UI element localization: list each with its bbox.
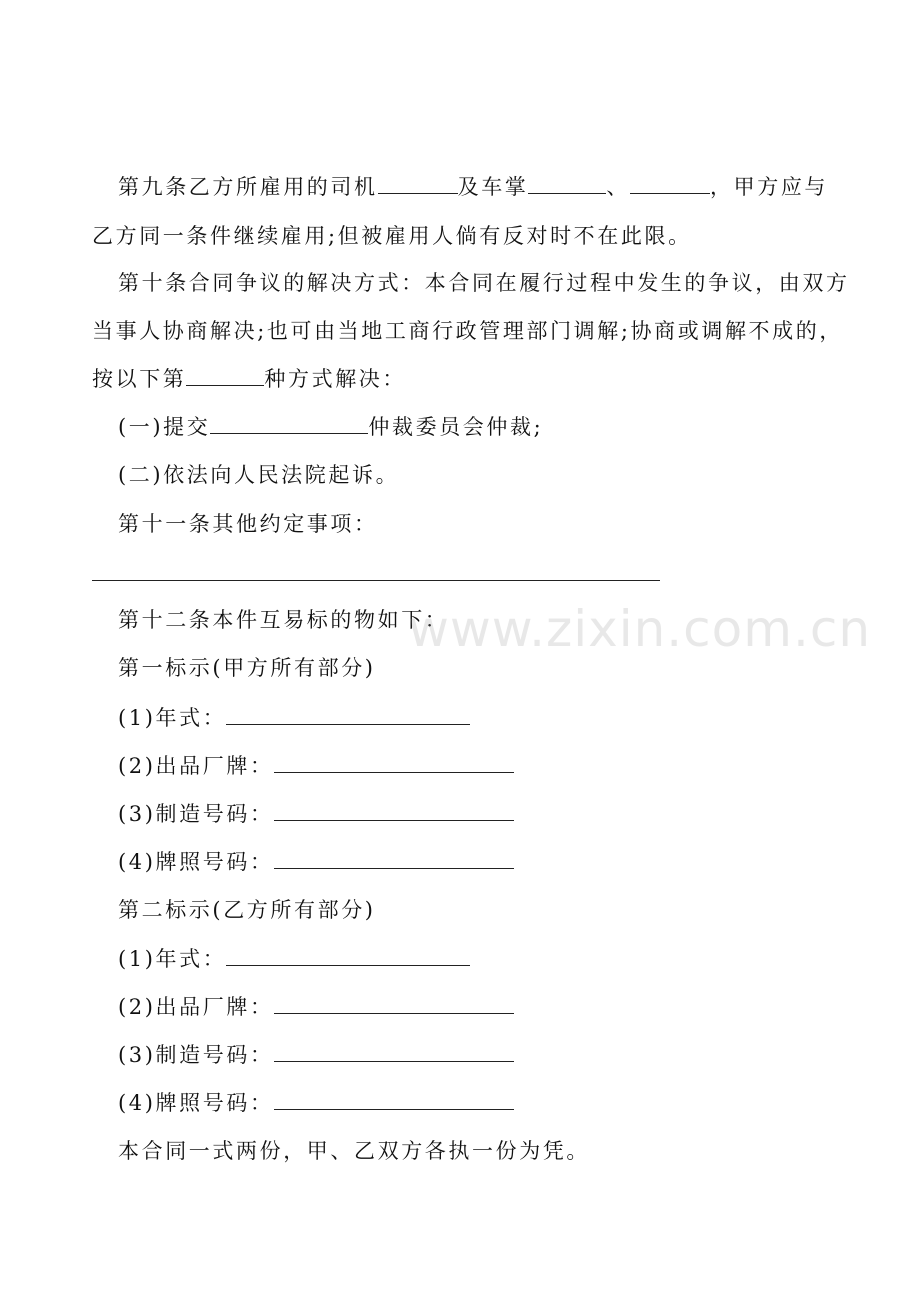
clause9-line2: 乙方同一条件继续雇用;但被雇用人倘有反对时不在此限。 xyxy=(92,224,692,248)
part-b-serial-blank[interactable] xyxy=(274,1041,514,1062)
clause9-text-c: 、 xyxy=(606,175,631,199)
arbitration-committee-blank[interactable] xyxy=(210,413,368,434)
driver-blank[interactable] xyxy=(378,173,458,194)
part-a-plate-blank[interactable] xyxy=(274,848,514,869)
method-number-blank[interactable] xyxy=(186,365,264,386)
part-a-year-blank[interactable] xyxy=(226,704,470,725)
option1-text-a: (一)提交 xyxy=(118,415,211,439)
part-b-brand-blank[interactable] xyxy=(274,993,514,1014)
option1-text-b: 仲裁委员会仲裁; xyxy=(368,415,544,439)
clause11-title: 第十一条其他约定事项： xyxy=(118,512,378,536)
serial-label: (3)制造号码： xyxy=(118,1043,274,1067)
clause10-line3 xyxy=(92,364,406,394)
part-b-plate-blank[interactable] xyxy=(274,1089,514,1110)
clause10-text-b: 种方式解决： xyxy=(264,367,407,391)
clause10-line1: 第十条合同争议的解决方式：本合同在履行过程中发生的争议，由双方 xyxy=(118,271,850,295)
year-label: (1)年式： xyxy=(118,947,227,971)
other-matters-blank-line[interactable] xyxy=(92,580,660,581)
part-a-heading: 第一标示(甲方所有部分) xyxy=(118,656,376,680)
brand-label: (2)出品厂牌： xyxy=(118,754,274,778)
clause12-title: 第十二条本件互易标的物如下： xyxy=(118,608,449,632)
part-b-serial-row xyxy=(118,1040,514,1070)
part-b-plate-row xyxy=(118,1088,514,1118)
serial-label: (3)制造号码： xyxy=(118,802,274,826)
part-a-serial-row xyxy=(118,799,514,829)
part-a-brand-row xyxy=(118,751,514,781)
closing-statement: 本合同一式两份，甲、乙双方各执一份为凭。 xyxy=(118,1139,590,1163)
clause10-text-a: 按以下第 xyxy=(92,367,187,391)
clause10-option1 xyxy=(118,412,543,442)
clause9-text-a: 第九条乙方所雇用的司机 xyxy=(118,175,378,199)
brand-label: (2)出品厂牌： xyxy=(118,995,274,1019)
part-a-year-row xyxy=(118,703,470,733)
clause10-option2: (二)依法向人民法院起诉。 xyxy=(118,463,400,487)
watermark: www.zixin.com.cn xyxy=(408,600,872,658)
clause9-line1 xyxy=(118,172,828,202)
part-b-brand-row xyxy=(118,992,514,1022)
part-b-heading: 第二标示(乙方所有部分) xyxy=(118,898,376,922)
clause9-text-d: ，甲方应与 xyxy=(710,175,829,199)
plate-label: (4)牌照号码： xyxy=(118,850,274,874)
conductor-blank-1[interactable] xyxy=(528,173,606,194)
part-a-brand-blank[interactable] xyxy=(274,752,514,773)
plate-label: (4)牌照号码： xyxy=(118,1091,274,1115)
part-a-plate-row xyxy=(118,847,514,877)
year-label: (1)年式： xyxy=(118,706,227,730)
part-b-year-row xyxy=(118,944,470,974)
part-b-year-blank[interactable] xyxy=(226,945,470,966)
conductor-blank-2[interactable] xyxy=(630,173,710,194)
part-a-serial-blank[interactable] xyxy=(274,800,514,821)
clause9-text-b: 及车掌 xyxy=(457,175,529,199)
clause10-line2: 当事人协商解决;也可由当地工商行政管理部门调解;协商或调解不成的， xyxy=(92,319,843,343)
